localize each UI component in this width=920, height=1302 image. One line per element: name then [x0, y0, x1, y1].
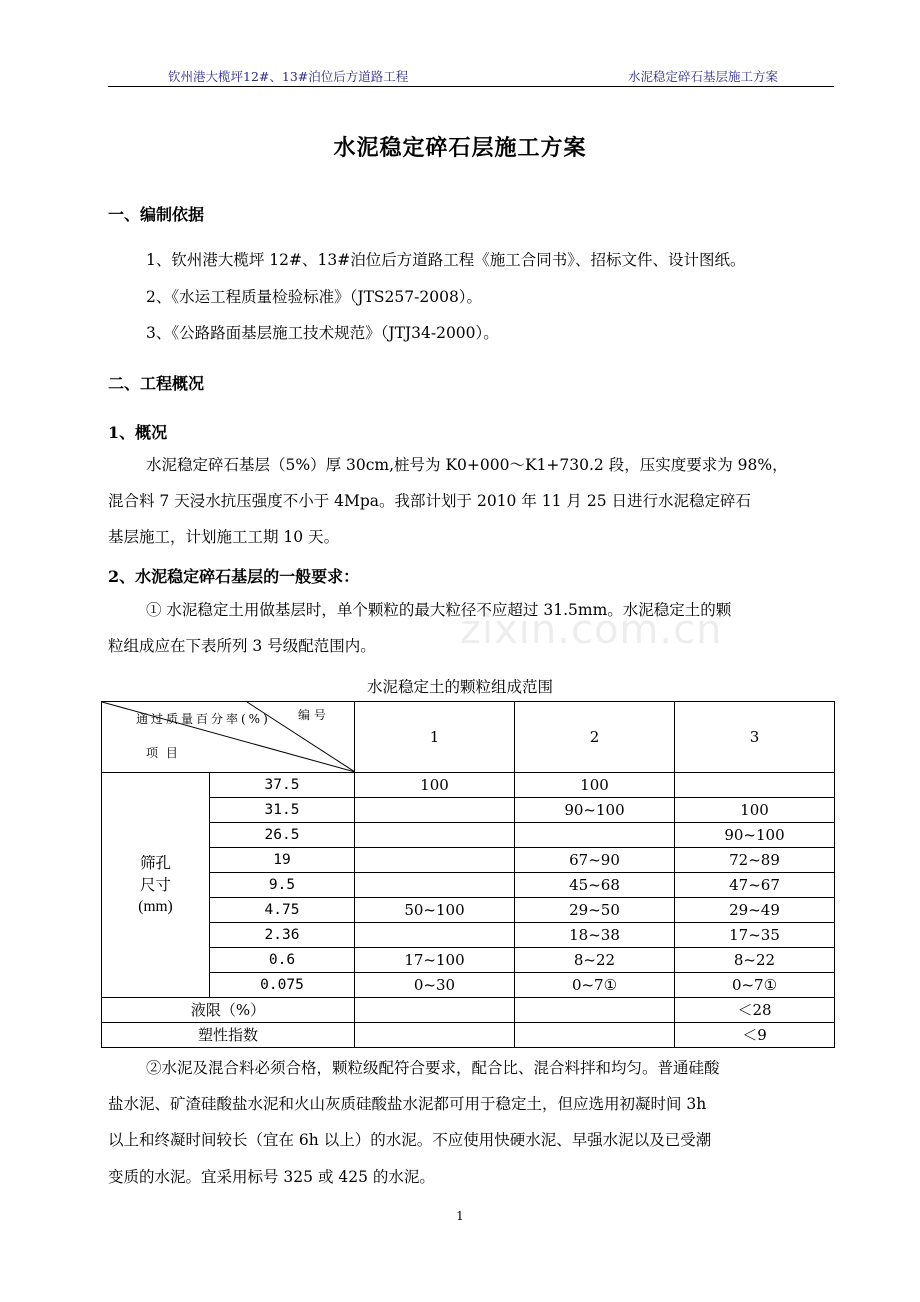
pass-rate-cell [675, 773, 835, 798]
requirement-line-1: ① 水泥稳定土用做基层时，单个颗粒的最大粒径不应超过 31.5mm。水泥稳定土的颗 [146, 601, 732, 619]
sieve-row [102, 923, 835, 948]
sieve-row [102, 773, 835, 798]
pass-rate-cell [515, 823, 675, 848]
property-row [102, 998, 835, 1023]
sieve-size-cell: 0.6 [210, 948, 355, 973]
sieve-size-cell: 4.75 [210, 898, 355, 923]
para2-line-2: 盐水泥、矿渣硅酸盐水泥和火山灰质硅酸盐水泥都可用于稳定土，但应选用初凝时间 3h [108, 1095, 707, 1113]
group-label-line: (mm) [138, 898, 173, 915]
column-header-1: 1 [355, 702, 515, 773]
sieve-size-cell: 31.5 [210, 798, 355, 823]
header-label-item: 项 目 [146, 746, 180, 760]
property-label-cell: 塑性指数 [102, 1023, 355, 1048]
requirements-heading: 2、水泥稳定碎石基层的一般要求： [108, 567, 360, 586]
sieve-size-cell: 37.5 [210, 773, 355, 798]
pass-rate-cell: 17~35 [675, 923, 835, 948]
property-value-cell [515, 998, 675, 1023]
sieve-size-cell: 9.5 [210, 873, 355, 898]
pass-rate-cell: 100 [515, 773, 675, 798]
basis-item-2: 2、《水运工程质量检验标准》（JTS257-2008）。 [146, 288, 483, 306]
group-label-line: 尺寸 [139, 876, 171, 894]
pass-rate-cell: 72~89 [675, 848, 835, 873]
para2-line-3: 以上和终凝时间较长（宜在 6h 以上）的水泥。不应使用快硬水泥、早强水泥以及已受潮 [108, 1131, 712, 1149]
sieve-size-cell: 0.075 [210, 973, 355, 998]
requirement-line-2: 粒组成应在下表所列 3 号级配范围内。 [108, 637, 376, 655]
sieve-size-group-label [102, 773, 210, 998]
pass-rate-cell: 100 [355, 773, 515, 798]
property-row [102, 1023, 835, 1048]
pass-rate-cell: 0~7① [515, 973, 675, 998]
sieve-row [102, 948, 835, 973]
basis-item-3: 3、《公路路面基层施工技术规范》（JTJ34-2000）。 [146, 324, 499, 342]
pass-rate-cell: 17~100 [355, 948, 515, 973]
section1-heading: 一、编制依据 [108, 205, 205, 224]
diagonal-header-cell [102, 702, 355, 773]
property-value-cell [355, 998, 515, 1023]
pass-rate-cell [355, 823, 515, 848]
pass-rate-cell: 67~90 [515, 848, 675, 873]
para2-line-4: 变质的水泥。宜采用标号 325 或 425 的水泥。 [108, 1168, 435, 1186]
column-header-3: 3 [675, 702, 835, 773]
page-number: 1 [456, 1209, 464, 1223]
pass-rate-cell: 8~22 [515, 948, 675, 973]
pass-rate-cell: 90~100 [675, 823, 835, 848]
sieve-row [102, 848, 835, 873]
sieve-row [102, 873, 835, 898]
header-label-number: 编 号 [298, 708, 326, 722]
pass-rate-cell: 0~30 [355, 973, 515, 998]
sieve-size-cell: 19 [210, 848, 355, 873]
pass-rate-cell: 29~49 [675, 898, 835, 923]
pass-rate-cell [355, 923, 515, 948]
property-value-cell [515, 1023, 675, 1048]
overview-line-3: 基层施工，计划施工工期 10 天。 [108, 528, 340, 546]
para2-line-1: ②水泥及混合料必须合格，颗粒级配符合要求，配合比、混合料拌和均匀。普通硅酸 [146, 1059, 720, 1077]
document-title: 水泥稳定碎石层施工方案 [333, 135, 587, 161]
header-document-name: 水泥稳定碎石基层施工方案 [627, 69, 778, 84]
header-label-pass-rate: 通过质量百分率(%) [136, 712, 271, 726]
pass-rate-cell [355, 848, 515, 873]
watermark: zixin.com.cn [460, 607, 723, 653]
property-value-cell [355, 1023, 515, 1048]
overview-line-1: 水泥稳定碎石基层（5%）厚 30cm,桩号为 K0+000～K1+730.2 段，压实度要求为 98%， [146, 456, 788, 474]
pass-rate-cell: 47~67 [675, 873, 835, 898]
pass-rate-cell: 90~100 [515, 798, 675, 823]
sieve-size-cell: 2.36 [210, 923, 355, 948]
gradation-table [101, 701, 835, 1048]
section2-heading: 二、工程概况 [108, 374, 205, 393]
pass-rate-cell: 45~68 [515, 873, 675, 898]
property-value-cell: ＜28 [675, 998, 835, 1023]
sieve-row [102, 898, 835, 923]
pass-rate-cell [355, 873, 515, 898]
group-label-line: 筛孔 [139, 854, 171, 872]
property-label-cell: 液限（%） [102, 998, 355, 1023]
sieve-row [102, 798, 835, 823]
sieve-row [102, 973, 835, 998]
overview-line-2: 混合料 7 天浸水抗压强度不小于 4Mpa。我部计划于 2010 年 11 月 25 日进行水泥稳定碎石 [108, 492, 751, 510]
basis-item-1: 1、钦州港大榄坪 12#、13#泊位后方道路工程《施工合同书》、招标文件、设计图纸。 [146, 251, 746, 269]
table-caption: 水泥稳定土的颗粒组成范围 [366, 678, 553, 696]
overview-heading: 1、概况 [108, 423, 168, 442]
pass-rate-cell: 18~38 [515, 923, 675, 948]
pass-rate-cell: 8~22 [675, 948, 835, 973]
pass-rate-cell: 29~50 [515, 898, 675, 923]
pass-rate-cell [355, 798, 515, 823]
table-header-row [102, 702, 835, 773]
pass-rate-cell: 50~100 [355, 898, 515, 923]
column-header-2: 2 [515, 702, 675, 773]
pass-rate-cell: 100 [675, 798, 835, 823]
property-value-cell: ＜9 [675, 1023, 835, 1048]
sieve-size-cell: 26.5 [210, 823, 355, 848]
pass-rate-cell: 0~7① [675, 973, 835, 998]
header-project-name: 钦州港大榄坪12#、13#泊位后方道路工程 [168, 69, 409, 84]
sieve-row [102, 823, 835, 848]
page-header [108, 64, 834, 87]
